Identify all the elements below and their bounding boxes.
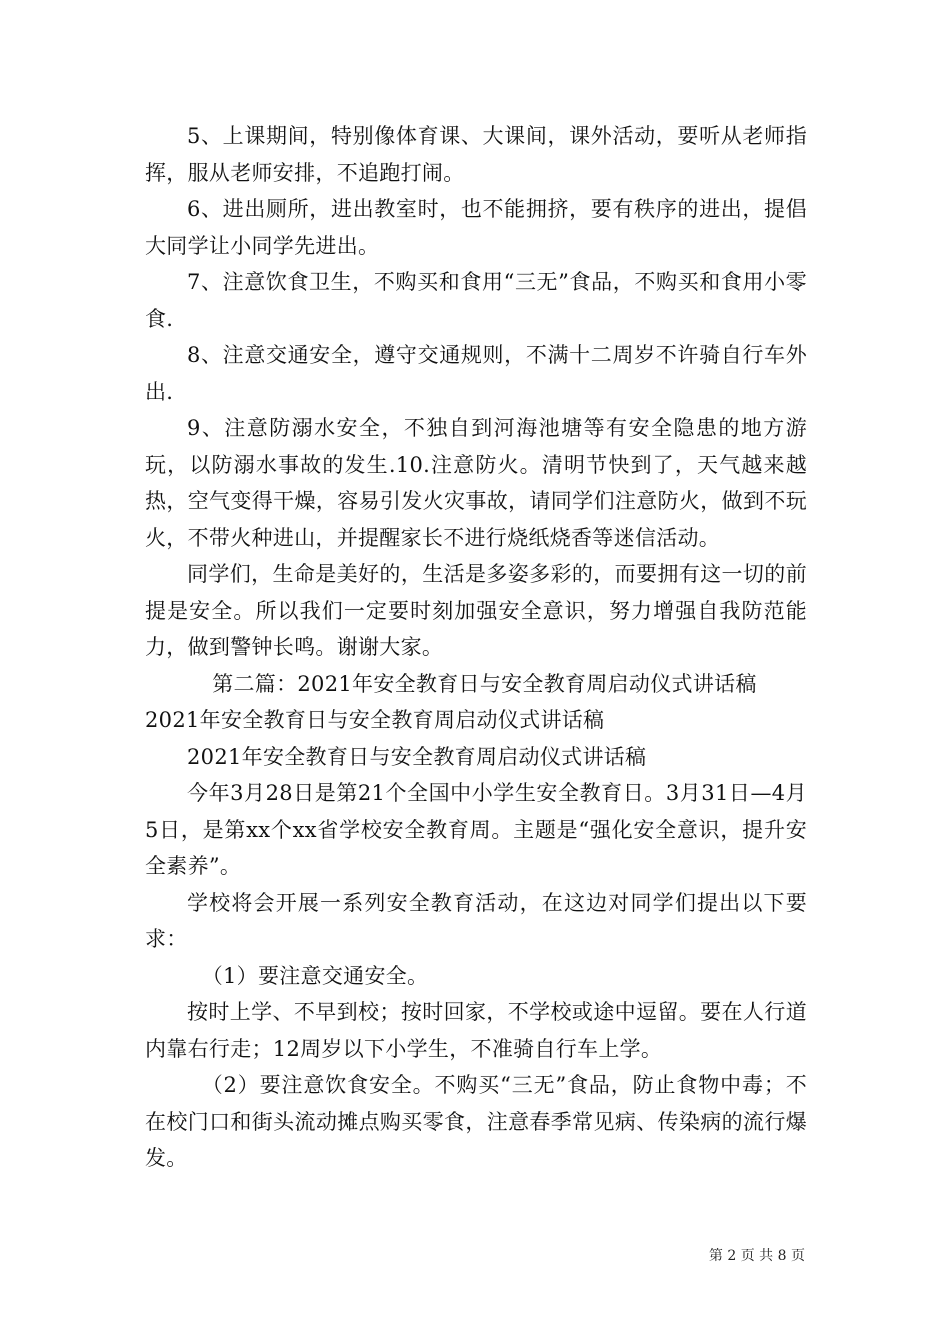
page-number: 第 2 页 共 8 页 xyxy=(708,1248,805,1264)
requirement-1-body: 按时上学、不早到校；按时回家，不学校或途中逗留。要在人行道内靠右行走；12周岁以下小学生，不准骑自行车上学。 xyxy=(145,1000,807,1061)
requirement-1-heading: （1）要注意交通安全。 xyxy=(201,963,429,988)
paragraph-requirements: 学校将会开展一系列安全教育活动，在这边对同学们提出以下要求： xyxy=(145,890,807,951)
paragraph-closing: 同学们，生命是美好的，生活是多姿多彩的，而要拥有这一切的前提是安全。所以我们一定要时刻加强安全意识，努力增强自我防范能力，做到警钟长鸣。谢谢大家。 xyxy=(145,562,807,659)
requirement-2: （2）要注意饮食安全。不购买“三无”食品，防止食物中毒；不在校门口和街头流动摊点购买零食，注意春季常见病、传染病的流行爆发。 xyxy=(145,1073,807,1170)
paragraph-item-5: 5、上课期间，特别像体育课、大课间，课外活动，要听从老师指挥，服从老师安排，不追跑打闹。 xyxy=(145,124,807,185)
paragraph-item-6: 6、进出厕所，进出教室时，也不能拥挤，要有秩序的进出，提倡大同学让小同学先进出。 xyxy=(145,197,807,258)
speech-title: 2021年安全教育日与安全教育周启动仪式讲话稿 xyxy=(187,744,647,769)
paragraph-item-7: 7、注意饮食卫生，不购买和食用“三无”食品，不购买和食用小零食. xyxy=(145,270,807,331)
section-title: 2021年安全教育日与安全教育周启动仪式讲话稿 xyxy=(145,708,605,732)
document-body xyxy=(145,118,807,1177)
paragraph-intro: 今年3月28日是第21个全国中小学生安全教育日。3月31日—4月5日，是第xx个xx省学校安全教育周。主题是“强化安全意识，提升安全素养”。 xyxy=(145,781,807,878)
paragraph-item-8: 8、注意交通安全，遵守交通规则，不满十二周岁不许骑自行车外出. xyxy=(145,343,807,404)
section-heading: 第二篇：2021年安全教育日与安全教育周启动仪式讲话稿 xyxy=(212,671,757,696)
paragraph-item-9: 9、注意防溺水安全，不独自到河海池塘等有安全隐患的地方游玩，以防溺水事故的发生.10.注意防火。清明节快到了，天气越来越热，空气变得干燥，容易引发火灾事故，请同学们注意防火，做到不玩火，不带火种进山，并提醒家长不进行烧纸烧香等迷信活动。 xyxy=(145,416,807,550)
